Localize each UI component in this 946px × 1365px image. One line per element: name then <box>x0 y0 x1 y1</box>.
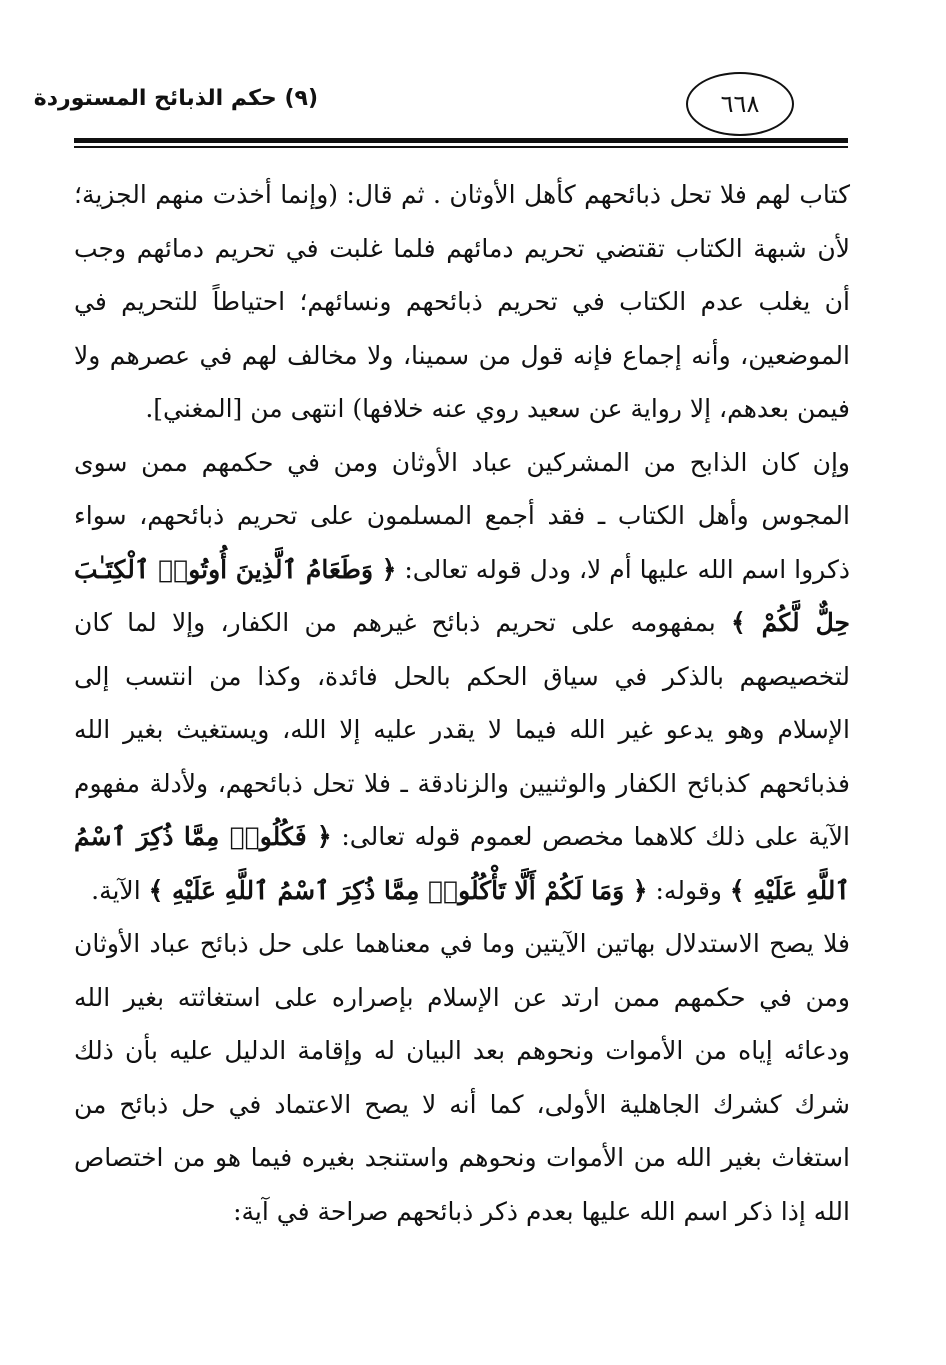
paragraph-3 <box>74 917 850 1238</box>
text-segment: كتاب لهم فلا تحل ذبائحهم كأهل الأوثان . ثم قال: (وإنما أخذت منهم الجزية؛ لأن شبهة الكتاب تقتضي تحريم دمائهم فلما غلبت في تحريم دمائهم وجب أن يغلب عدم الكتاب في تحريم ذبائحهم ونسائهم؛ احتياطاً للتحريم في الموضعين، وأنه إجماع فإنه قول من سمينا، ولا مخالف لهم في عصرهم ولا فيمن بعدهم، إلا رواية عن سعيد روي عنه خلافها) انتهى من [المغني]. <box>74 180 850 423</box>
text-segment: بمفهومه على تحريم ذبائح غيرهم من الكفار، وإلا لما كان لتخصيصهم بالذكر في سياق الحكم بالحل فائدة، وكذا من انتسب إلى الإسلام وهو يدعو غير الله فيما لا يقدر عليه إلا الله، ويستغيث بغير الله فذبائحهم كذبائح الكفار والوثنيين والزنادقة ـ فلا تحل ذبائحهم، ولأدلة مفهوم الآية على ذلك كلاهما مخصص لعموم قوله تعالى: <box>74 608 851 851</box>
quran-verse: ﴿ وَمَا لَكُمْ أَلَّا تَأْكُلُوا۟ مِمَّا ذُكِرَ ٱسْمُ ٱللَّهِ عَلَيْهِ ﴾ <box>148 875 648 905</box>
page-number-oval <box>686 72 794 136</box>
paragraph-1 <box>74 168 850 436</box>
quran-verse: ﴿ وَطَعَامُ ٱلَّذِينَ أُوتُوا۟ ٱلْكِتَـٰبَ حِلٌّ لَّكُمْ ﴾ <box>74 554 850 637</box>
quran-verse: ﴿ فَكُلُوا۟ مِمَّا ذُكِرَ ٱسْمُ ٱللَّهِ عَلَيْهِ ﴾ <box>74 822 850 905</box>
header-rule-thin <box>74 146 848 148</box>
page-number: ٦٦٨ <box>720 90 760 118</box>
text-segment: الآية. <box>91 875 149 905</box>
header-rule-thick <box>74 138 848 143</box>
paragraph-2 <box>74 436 850 918</box>
page-header <box>0 0 946 160</box>
text-segment: فلا يصح الاستدلال بهاتين الآيتين وما في معناهما على حل ذبائح عباد الأوثان ومن في حكمهم ممن ارتد عن الإسلام بإصراره على استغاثته بغير الله ودعائه إياه من الأموات ونحوهم بعد البيان له وإقامة الدليل عليه بأن ذلك شرك كشرك الجاهلية الأولى، كما أنه لا يصح الاعتماد في حل ذبائح من استغاث بغير الله من الأموات ونحوهم واستنجد بغيره فيما هو من اختصاص الله إذا ذكر اسم الله عليها بعدم ذكر ذبائحهم صراحة في آية: <box>74 929 850 1226</box>
text-segment: وقوله: <box>647 875 730 905</box>
chapter-title: (٩) حكم الذبائح المستوردة <box>33 86 318 111</box>
page-body <box>74 168 850 1238</box>
text-segment: وإن كان الذابح من المشركين عباد الأوثان ومن في حكمهم ممن سوى المجوس وأهل الكتاب ـ فقد أجمع المسلمون على تحريم ذبائحهم، سواء ذكروا اسم الله عليها أم لا، ودل قوله تعالى: <box>74 447 850 584</box>
